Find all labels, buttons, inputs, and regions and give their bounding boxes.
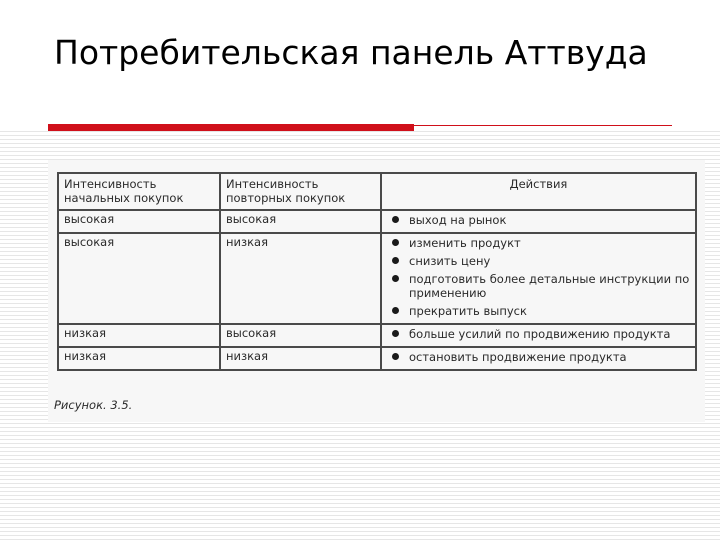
- list-item: остановить продвижение продукта: [387, 350, 690, 364]
- cell-initial: низкая: [58, 347, 220, 370]
- cell-actions: [381, 210, 696, 233]
- list-item: выход на рынок: [387, 213, 690, 227]
- list-item: больше усилий по продвижению продукта: [387, 327, 690, 341]
- title-underline-accent: [48, 124, 414, 131]
- cell-actions: [381, 324, 696, 347]
- header-repeat-purchases: Интенсивность повторных покупок: [220, 173, 381, 210]
- table-row: [58, 233, 696, 324]
- table-row: [58, 347, 696, 370]
- scanned-figure: [48, 160, 705, 422]
- cell-repeat: высокая: [220, 210, 381, 233]
- actions-list: [387, 327, 690, 341]
- cell-repeat: низкая: [220, 347, 381, 370]
- cell-initial: низкая: [58, 324, 220, 347]
- table-row: [58, 324, 696, 347]
- cell-repeat: низкая: [220, 233, 381, 324]
- slide-title: Потребительская панель Аттвуда: [54, 33, 648, 72]
- actions-list: [387, 236, 690, 318]
- cell-repeat: высокая: [220, 324, 381, 347]
- list-item: подготовить более детальные инструкции по применению: [387, 272, 690, 300]
- list-item: изменить продукт: [387, 236, 690, 250]
- list-item: прекратить выпуск: [387, 304, 690, 318]
- cell-initial: высокая: [58, 233, 220, 324]
- figure-caption: Рисунок. 3.5.: [54, 398, 133, 412]
- actions-list: [387, 213, 690, 227]
- cell-initial: высокая: [58, 210, 220, 233]
- table-header-row: [58, 173, 696, 210]
- attwood-panel-table: [57, 172, 697, 371]
- table-row: [58, 210, 696, 233]
- header-initial-purchases: Интенсивность начальных покупок: [58, 173, 220, 210]
- actions-list: [387, 350, 690, 364]
- list-item: снизить цену: [387, 254, 690, 268]
- header-actions: Действия: [381, 173, 696, 210]
- cell-actions: [381, 233, 696, 324]
- cell-actions: [381, 347, 696, 370]
- title-underline-line: [414, 125, 672, 126]
